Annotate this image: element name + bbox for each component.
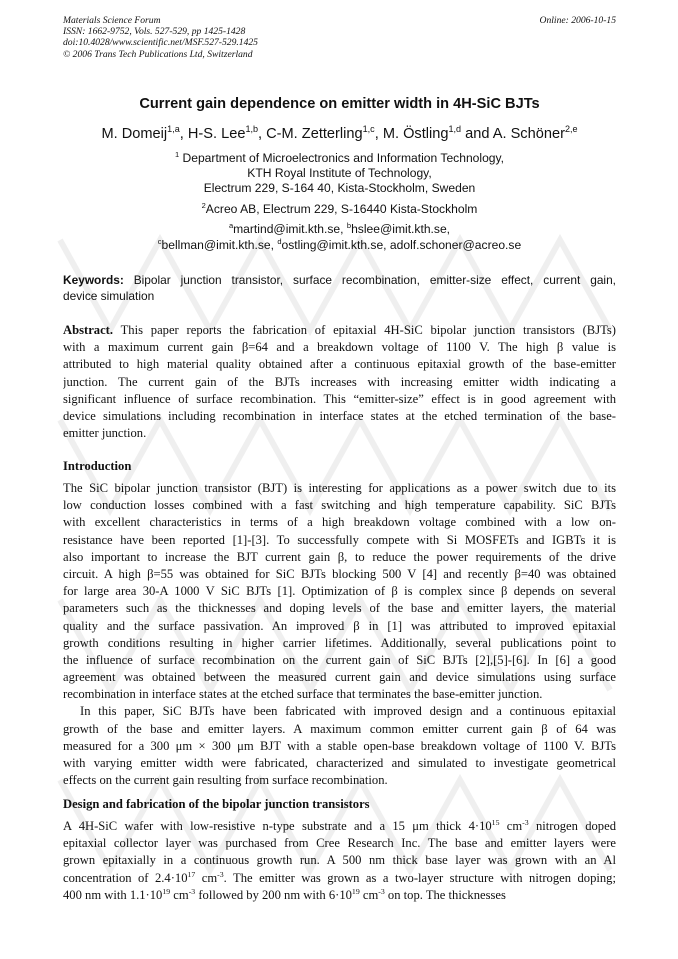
copyright-line: © 2006 Trans Tech Publications Ltd, Switzerland bbox=[63, 48, 253, 60]
author-name: M. Östling bbox=[382, 126, 449, 142]
doi-line[interactable]: doi:10.4028/www.scientific.net/MSF.527-529.1425 bbox=[63, 37, 258, 49]
author-affiliation-mark: 1,a bbox=[167, 124, 180, 135]
author-name: H-S. Lee bbox=[187, 126, 246, 142]
author-name: M. Domeij bbox=[101, 126, 168, 142]
email-link[interactable]: adolf.schoner@acreo.se bbox=[389, 237, 522, 252]
running-header bbox=[63, 15, 616, 60]
journal-name: Materials Science Forum bbox=[63, 15, 161, 26]
introduction-body: The SiC bipolar junction transistor (BJT) is interesting for applications as a power switch due to its low conduction losses combined with a fast switching and high temperature capability. SiC BJTs with excellent characteristics in terms of a high breakdown voltage combined with a low on- resistance have been reported [1]-[3]. To successfully compete with Si MOSFETs and IGBTs it is also important to increase the BJT current gain β, to reduce the power requirements of the drive circuit. A high β=55 was obtained for SiC BJTs blocking 500 V [4] and recently β=40 was obtained for large area 30-A 1000 V SiC BJTs [1]. Optimization of β is complex since β depends on several parameters such as the thicknesses and doping levels of the base and emitter layers, the material quality and the surface passivation. An improved β in [1] was attributed to improved epitaxial growth conditions resulting in higher carrier lifetimes. Additionally, several publications point to the influence of surface recombination on the current gain of SiC BJTs [2],[5]-[6]. In [6] a good agreement was obtained between the measured current gain and device simulations using surface recombination in interface states at the etched surface that terminates the base-emitter junction. In this paper, SiC BJTs have been fabricated with improved design and a continuous epitaxial growth of the base and emitter layers. A maximum common emitter current gain β of 64 was measured for a 300 μm × 300 μm BJT with a stable open-base breakdown voltage of 1100 V. BJTs with varying emitter width were fabricated, characterized and simulated to investigate geometrical effects on the current gain resulting from surface recombination. bbox=[63, 481, 616, 788]
author-name: C-M. Zetterling bbox=[266, 126, 363, 142]
email-link[interactable]: ostling@imit.kth.se, bbox=[281, 237, 387, 252]
keywords-block: Keywords: Bipolar junction transistor, surface recombination, emitter-size effect, current gain, device simulation bbox=[63, 273, 616, 303]
author-affiliation-mark: 1,b bbox=[245, 124, 259, 135]
keywords-label: Keywords: bbox=[63, 273, 124, 287]
abstract-block: Abstract. This paper reports the fabrication of epitaxial 4H-SiC bipolar junction transistors (BJTs) with a maximum current gain β=64 and a breakdown voltage of 1100 V. The high β value is attributed to high material quality obtained after a continuous epitaxial growth of the base-emitter junction. The current gain of the BJTs increases with increasing emitter width indicating a significant influence of surface recombination. This “emitter-size” effect is in good agreement with device simulations including recombination in interface states at the etched termination of the base- emitter junction. bbox=[63, 323, 616, 441]
abstract-label: Abstract. bbox=[63, 323, 114, 337]
online-date: Online: 2006-10-15 bbox=[539, 15, 616, 26]
author-affiliation-mark: 1,d bbox=[448, 124, 462, 135]
affiliation-2: $^2$Acreo AB, Electrum 229, S-16440 Kista-Stockholm bbox=[201, 200, 478, 216]
design-body: A 4H-SiC wafer with low-resistive n-type substrate and a 15 μm thick $4\cdot 10^{15}$ $cm^{-3}$ nitrogen doped epitaxial collector layer was purchased from Cree Research Inc. The base and emitter layers were grown epitaxially in a continuous growth run. A 500 nm thick base layer was grown with an Al concentration of $2.4\cdot 10^{17}$ $cm^{-3}$. The emitter was grown as a two-layer structure with nitrogen doping; 400 nm with $1.1\cdot 10^{19}$ $cm^{-3}$ followed by 200 nm with $6\cdot 10^{19}$ $cm^{-3}$ on top. The thicknesses bbox=[63, 818, 616, 902]
author-emails: $^a$martind@imit.kth.se, $^b$hslee@imit.kth.se, $^c$bellman@imit.kth.se, $^d$ostling@imit.kth.se, adolf.schoner@acreo.se bbox=[157, 220, 522, 252]
section-heading-introduction: Introduction bbox=[63, 459, 132, 473]
email-link[interactable]: martind@imit.kth.se, bbox=[233, 222, 344, 236]
email-link[interactable]: bellman@imit.kth.se, bbox=[161, 237, 274, 252]
section-heading-design: Design and fabrication of the bipolar junction transistors bbox=[63, 797, 370, 811]
author-affiliation-mark: 2,e bbox=[564, 124, 578, 135]
paper-title: Current gain dependence on emitter width in 4H-SiC BJTs bbox=[139, 96, 540, 112]
author-affiliation-mark: 1,c bbox=[362, 124, 375, 135]
issn-line: ISSN: 1662-9752, Vols. 527-529, pp 1425-1428 bbox=[63, 26, 246, 38]
author-list: M. Domeij$^{1,a}$, H-S. Lee$^{1,b}$, C-M. Zetterling$^{1,c}$, M. Östling$^{1,d}$ and A. Schöner$^{2,e}$ bbox=[101, 124, 578, 142]
author-name: A. Schöner bbox=[492, 126, 565, 142]
affiliation-1: $^1$ Department of Microelectronics and Information Technology, KTH Royal Institute of Technology, Electrum 229, S-164 40, Kista-Stockholm, Sweden bbox=[174, 149, 505, 195]
email-link[interactable]: hslee@imit.kth.se, bbox=[351, 222, 451, 236]
